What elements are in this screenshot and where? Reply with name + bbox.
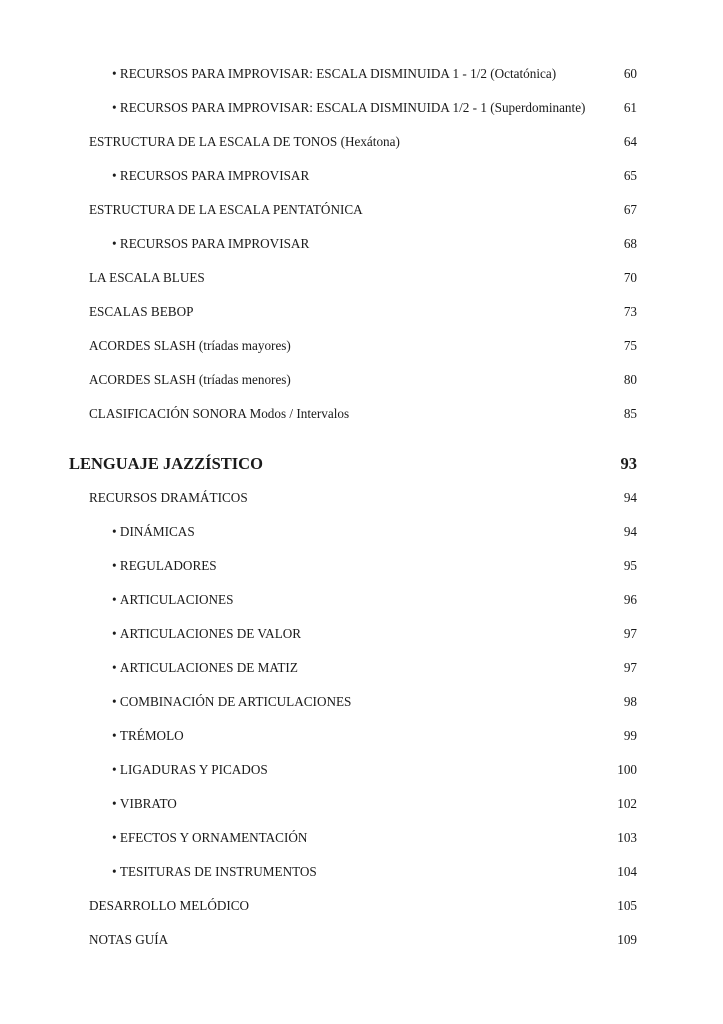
table-of-contents [0, 57, 723, 957]
toc-subentry[interactable] [0, 159, 723, 193]
toc-entry-page-number: 60 [623, 66, 637, 81]
toc-entry[interactable] [0, 363, 723, 397]
toc-subentry[interactable] [0, 91, 723, 125]
toc-subentry[interactable] [0, 821, 723, 855]
toc-entry[interactable] [0, 295, 723, 329]
toc-entry-title: • RECURSOS PARA IMPROVISAR [112, 227, 309, 261]
toc-entry-page-number: 102 [617, 796, 637, 811]
toc-entry-title: CLASIFICACIÓN SONORA Modos / Intervalos [89, 406, 350, 421]
toc-entry-title: ACORDES SLASH (tríadas menores) [89, 372, 291, 387]
toc-entry-page-number: 100 [617, 762, 637, 777]
toc-entry[interactable] [0, 889, 723, 923]
toc-entry-page-number: 96 [623, 592, 637, 607]
toc-subentry[interactable] [0, 515, 723, 549]
toc-entry-page-number: 61 [623, 100, 637, 115]
toc-entry-title: ESTRUCTURA DE LA ESCALA PENTATÓNICA [89, 202, 363, 217]
toc-entry-page-number: 109 [617, 932, 637, 947]
toc-entry-page-number: 105 [617, 898, 637, 913]
toc-subentry[interactable] [0, 855, 723, 889]
toc-entry-title: ESTRUCTURA DE LA ESCALA DE TONOS (Hexátona) [89, 134, 400, 149]
toc-section-page-number: 93 [620, 454, 637, 473]
toc-subentry[interactable] [0, 549, 723, 583]
toc-entry-page-number: 70 [623, 270, 637, 285]
toc-entry-title: • REGULADORES [112, 549, 217, 583]
toc-entry-page-number: 85 [623, 406, 637, 421]
toc-entry-page-number: 68 [623, 236, 637, 251]
toc-entry[interactable] [0, 261, 723, 295]
toc-entry[interactable] [0, 329, 723, 363]
toc-subentry[interactable] [0, 651, 723, 685]
toc-entry-title: ESCALAS BEBOP [89, 304, 194, 319]
toc-entry-title: DESARROLLO MELÓDICO [89, 898, 250, 913]
toc-entry-title: • ARTICULACIONES [112, 583, 233, 617]
toc-subentry[interactable] [0, 583, 723, 617]
toc-entry-page-number: 80 [623, 372, 637, 387]
toc-entry[interactable] [0, 193, 723, 227]
toc-subentry[interactable] [0, 57, 723, 91]
toc-entry-title: ACORDES SLASH (tríadas mayores) [89, 338, 291, 353]
toc-subentry[interactable] [0, 617, 723, 651]
toc-section-title: LENGUAJE JAZZÍSTICO [69, 454, 263, 473]
toc-entry-page-number: 98 [623, 694, 637, 709]
toc-entry-title: • LIGADURAS Y PICADOS [112, 753, 268, 787]
toc-entry-title: • ARTICULACIONES DE MATIZ [112, 651, 298, 685]
toc-entry-title: • COMBINACIÓN DE ARTICULACIONES [112, 685, 351, 719]
toc-entry-title: • TESITURAS DE INSTRUMENTOS [112, 855, 317, 889]
toc-entry-page-number: 95 [623, 558, 637, 573]
toc-entry-page-number: 104 [617, 864, 637, 879]
toc-entry-title: • DINÁMICAS [112, 515, 195, 549]
toc-entry-title: • TRÉMOLO [112, 719, 184, 753]
toc-entry-title: • EFECTOS Y ORNAMENTACIÓN [112, 821, 307, 855]
toc-entry-page-number: 99 [623, 728, 637, 743]
toc-entry-title: • RECURSOS PARA IMPROVISAR [112, 159, 309, 193]
toc-section-heading[interactable] [0, 447, 723, 481]
toc-entry-page-number: 73 [623, 304, 637, 319]
toc-entry[interactable] [0, 125, 723, 159]
toc-subentry[interactable] [0, 685, 723, 719]
toc-entry-page-number: 67 [623, 202, 637, 217]
toc-entry-title: • VIBRATO [112, 787, 177, 821]
toc-subentry[interactable] [0, 227, 723, 261]
toc-entry-page-number: 65 [623, 168, 637, 183]
toc-entry-title: NOTAS GUÍA [89, 932, 169, 947]
toc-subentry[interactable] [0, 753, 723, 787]
toc-entry-title: • ARTICULACIONES DE VALOR [112, 617, 301, 651]
toc-entry[interactable] [0, 923, 723, 957]
toc-entry-title: • RECURSOS PARA IMPROVISAR: ESCALA DISMINUIDA 1/2 - 1 (Superdominante) [112, 91, 585, 125]
toc-entry-title: RECURSOS DRAMÁTICOS [89, 490, 248, 505]
toc-entry-page-number: 103 [617, 830, 637, 845]
toc-subentry[interactable] [0, 787, 723, 821]
toc-entry-page-number: 94 [623, 524, 637, 539]
toc-entry-title: LA ESCALA BLUES [89, 270, 205, 285]
toc-subentry[interactable] [0, 719, 723, 753]
toc-entry-page-number: 94 [623, 490, 637, 505]
toc-entry-page-number: 64 [623, 134, 637, 149]
toc-entry-page-number: 97 [623, 626, 637, 641]
toc-entry-title: • RECURSOS PARA IMPROVISAR: ESCALA DISMINUIDA 1 - 1/2 (Octatónica) [112, 57, 556, 91]
toc-entry-page-number: 75 [623, 338, 637, 353]
toc-entry[interactable] [0, 397, 723, 431]
toc-entry[interactable] [0, 481, 723, 515]
toc-entry-page-number: 97 [623, 660, 637, 675]
